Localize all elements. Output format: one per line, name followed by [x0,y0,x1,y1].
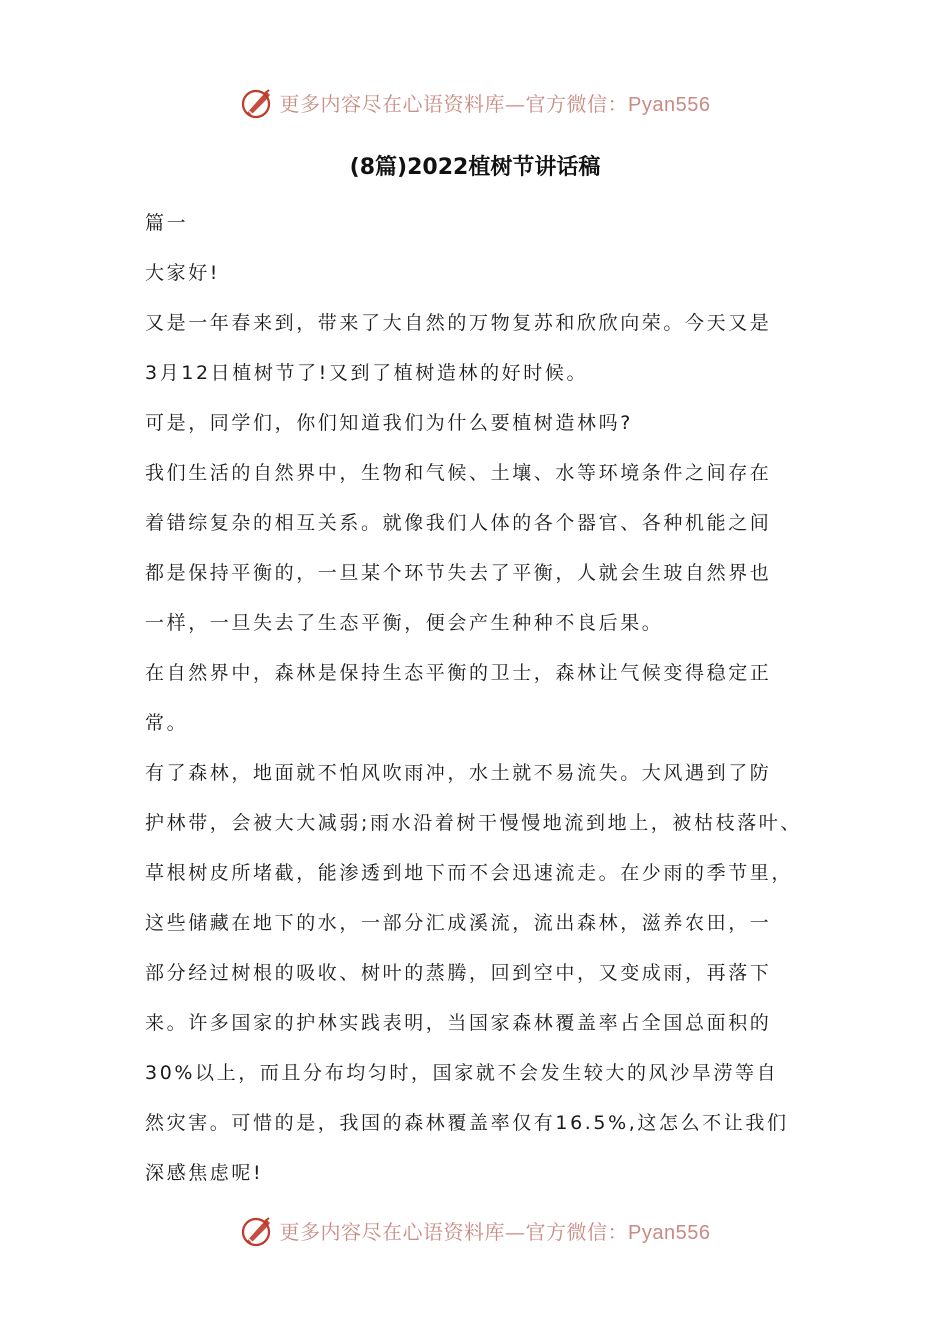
banner-text: 更多内容尽在心语资料库—官方微信：Pyan556 [279,1219,711,1244]
text-line: 常。 [145,712,189,734]
text-line: 大家好! [145,262,221,284]
text-line: 来。许多国家的护林实践表明，当国家森林覆盖率占全国总面积的 [145,1012,772,1034]
banner-text: 更多内容尽在心语资料库—官方微信：Pyan556 [279,91,711,116]
header-banner [0,80,950,124]
text-line: 篇一 [145,212,189,234]
text-line: 我们生活的自然界中，生物和气候、土壤、水等环境条件之间存在 [145,462,772,484]
document-title: (8篇)2022植树节讲话稿 [349,155,601,180]
text-line: 着错综复杂的相互关系。就像我们人体的各个器官、各种机能之间 [145,512,772,534]
wechat-id: Pyan556 [628,93,711,116]
text-line: 深感焦虑呢! [145,1162,264,1184]
text-line: 一样，一旦失去了生态平衡，便会产生种种不良后果。 [145,612,664,634]
text-line: 部分经过树根的吸收、树叶的蒸腾，回到空中，又变成雨，再落下 [145,962,772,984]
pen-logo-icon [240,1212,276,1248]
text-line: 在自然界中，森林是保持生态平衡的卫士，森林让气候变得稳定正 [145,662,772,684]
text-line: 30%以上，而且分布均匀时，国家就不会发生较大的风沙旱涝等自 [145,1062,779,1084]
text-line: 护林带，会被大大减弱;雨水沿着树干慢慢地流到地上，被枯枝落叶、 [145,812,803,834]
text-line: 然灾害。可惜的是，我国的森林覆盖率仅有16.5%,这怎么不让我们 [145,1112,789,1134]
footer-banner [0,1208,950,1252]
text-line: 这些储藏在地下的水，一部分汇成溪流，流出森林，滋养农田，一 [145,912,772,934]
text-line: 草根树皮所堵截，能渗透到地下而不会迅速流走。在少雨的季节里， [145,862,794,884]
text-line: 又是一年春来到，带来了大自然的万物复苏和欣欣向荣。今天又是 [145,312,772,334]
text-line: 有了森林，地面就不怕风吹雨冲，水土就不易流失。大风遇到了防 [145,762,772,784]
document-body [145,198,825,1198]
text-line: 可是，同学们，你们知道我们为什么要植树造林吗? [145,412,633,434]
pen-logo-icon [240,84,276,120]
text-line: 3月12日植树节了!又到了植树造林的好时候。 [145,362,589,384]
text-line: 都是保持平衡的，一旦某个环节失去了平衡，人就会生玻自然界也 [145,562,772,584]
wechat-id: Pyan556 [628,1221,711,1244]
